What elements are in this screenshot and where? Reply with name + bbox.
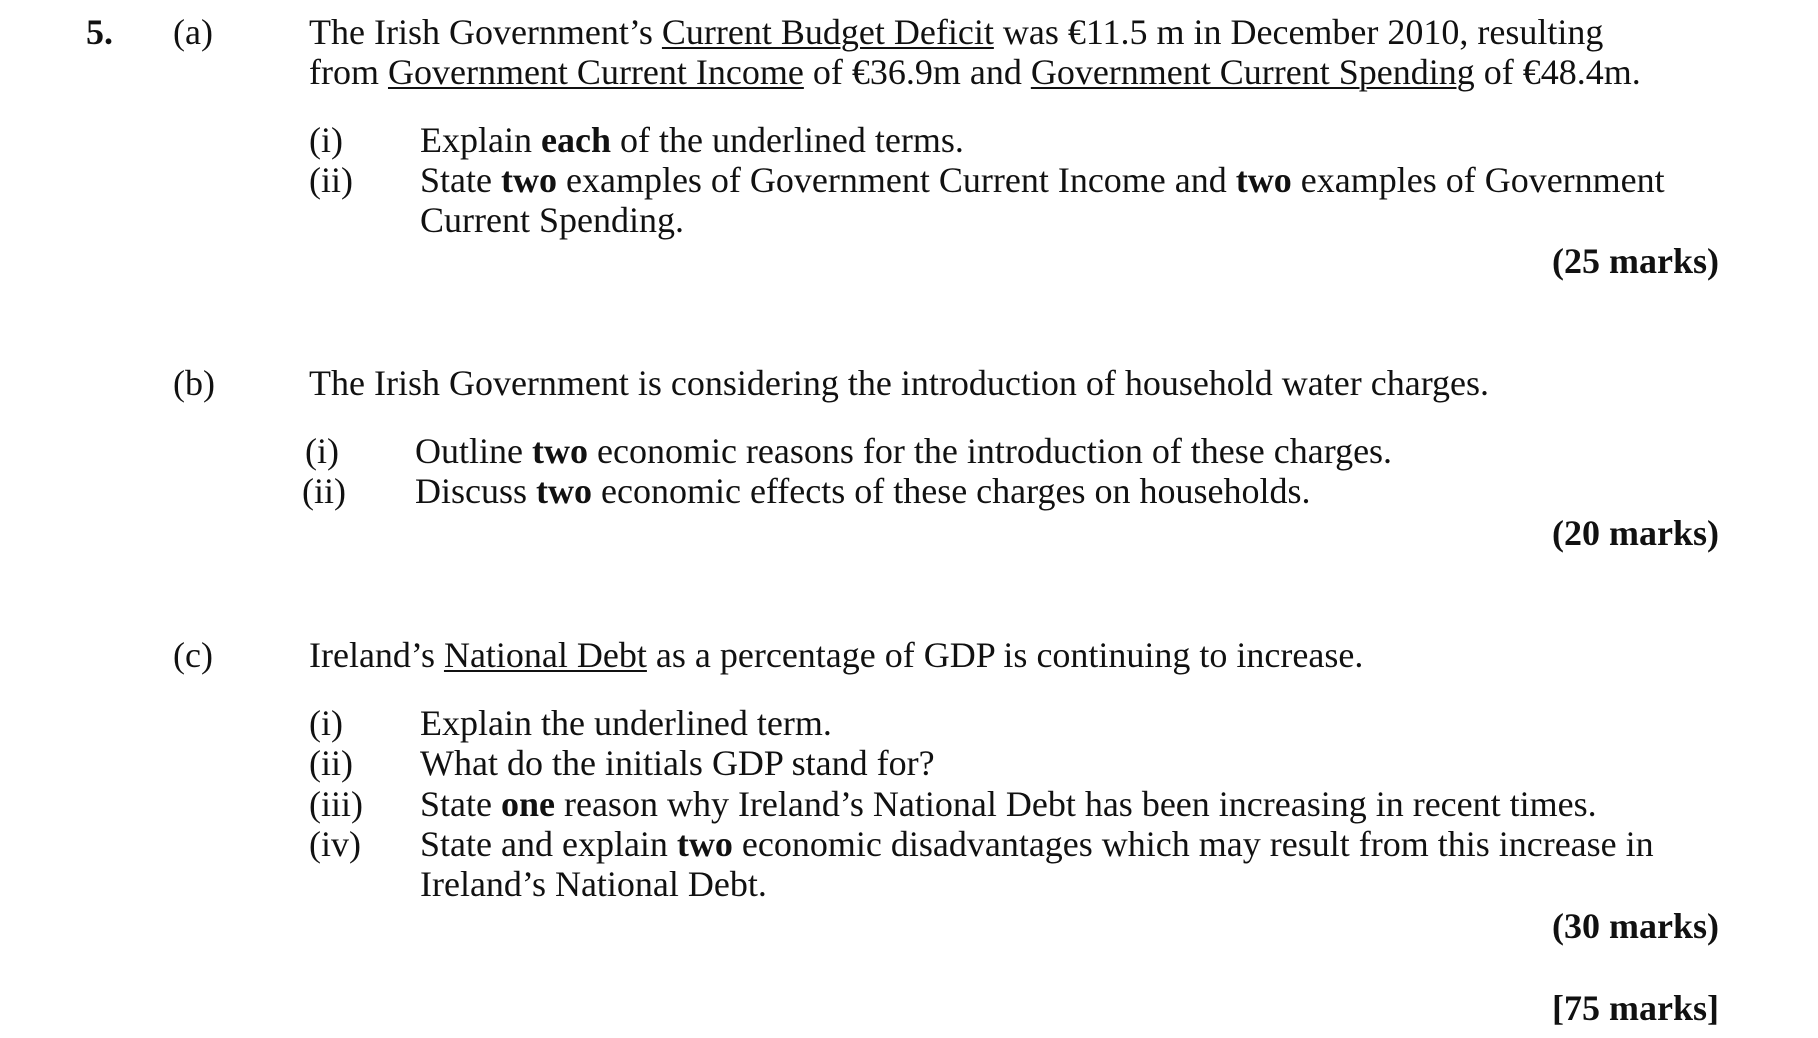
part-c-sub-iv-text-cont: Ireland’s National Debt. (420, 864, 767, 904)
part-a-sub-ii-text-cont: Current Spending. (420, 200, 684, 240)
part-c-sub-iv-text: State and explain two economic disadvantages which may result from this increase in (420, 824, 1654, 864)
part-c-marks: (30 marks) (1552, 906, 1719, 946)
part-a-stem-line-2: from Government Current Income of €36.9m and Government Current Spending of €48.4m. (309, 52, 1641, 92)
part-a-sub-ii-label: (ii) (309, 160, 353, 200)
part-a-label: (a) (173, 12, 213, 52)
part-b-stem: The Irish Government is considering the introduction of household water charges. (309, 363, 1490, 403)
part-b-marks: (20 marks) (1552, 513, 1719, 553)
part-a-sub-i-text: Explain each of the underlined terms. (420, 120, 964, 160)
part-b-sub-i-text: Outline two economic reasons for the introduction of these charges. (415, 431, 1393, 471)
part-c-sub-iii-text: State one reason why Ireland’s National Debt has been increasing in recent times. (420, 784, 1597, 824)
part-c-sub-i-label: (i) (309, 703, 343, 743)
term-national-debt: National Debt (443, 635, 647, 675)
part-a-stem-line-1: The Irish Government’s Current Budget Deficit was €11.5 m in December 2010, resulting (309, 12, 1604, 52)
part-b-sub-ii-label: (ii) (302, 471, 346, 511)
part-a-marks: (25 marks) (1552, 241, 1719, 281)
part-c-stem: Ireland’s National Debt as a percentage of GDP is continuing to increase. (309, 635, 1364, 675)
part-c-sub-ii-text: What do the initials GDP stand for? (420, 743, 935, 783)
part-c-sub-iii-label: (iii) (309, 784, 363, 824)
part-c-label: (c) (173, 635, 213, 675)
question-number: 5. (86, 12, 113, 52)
term-government-current-spending: Government Current Spending (1030, 52, 1475, 92)
part-c-sub-ii-label: (ii) (309, 743, 353, 783)
part-c-sub-iv-label: (iv) (309, 824, 361, 864)
part-c-sub-i-text: Explain the underlined term. (420, 703, 832, 743)
part-a-sub-ii-text: State two examples of Government Current Income and two examples of Government (420, 160, 1665, 200)
part-a-sub-i-label: (i) (309, 120, 343, 160)
total-marks: [75 marks] (1552, 988, 1719, 1028)
part-b-label: (b) (173, 363, 215, 403)
term-current-budget-deficit: Current Budget Deficit (661, 12, 994, 52)
part-b-sub-ii-text: Discuss two economic effects of these charges on households. (415, 471, 1311, 511)
term-government-current-income: Government Current Income (387, 52, 804, 92)
part-b-sub-i-label: (i) (305, 431, 339, 471)
